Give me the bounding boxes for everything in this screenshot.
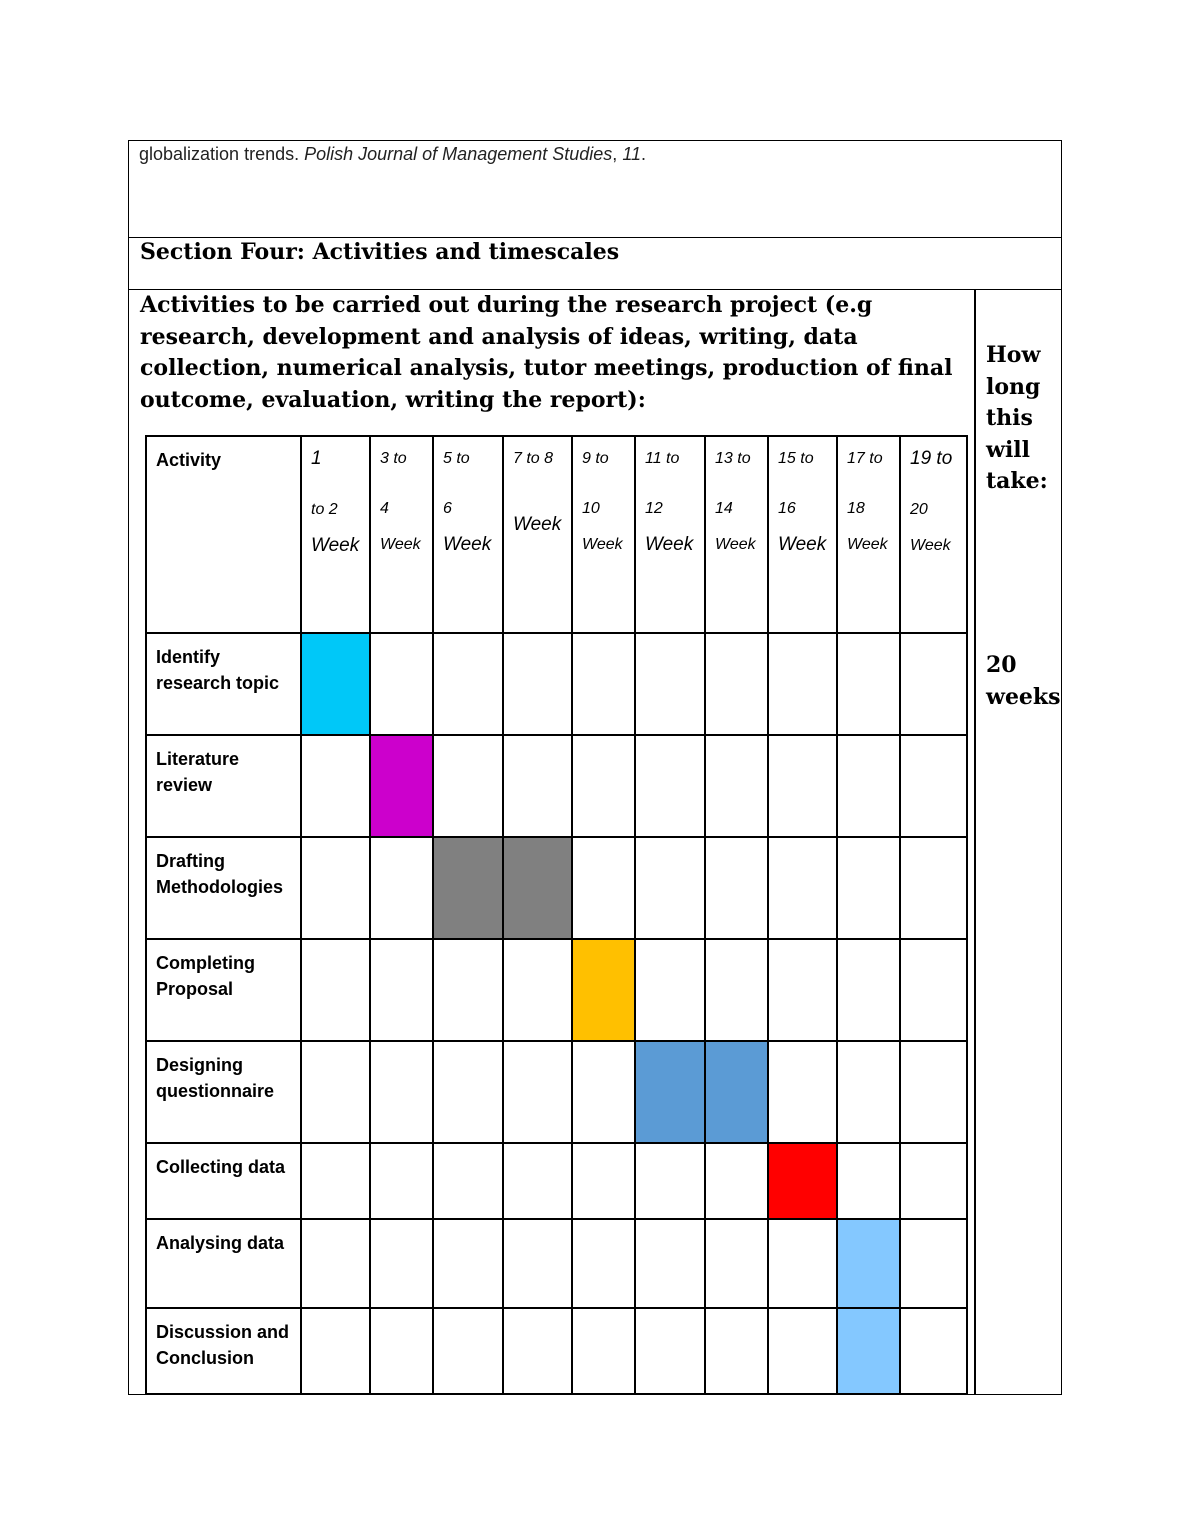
week-range-end: 12 [645, 500, 663, 517]
week-range-end: 16 [778, 500, 796, 517]
reference-cell [128, 140, 1062, 238]
week-label: Week [778, 534, 827, 555]
header-week-3 [433, 436, 503, 633]
header-week-5 [572, 436, 635, 633]
week-range-end: 14 [715, 500, 733, 517]
gantt-bar-cell [301, 633, 370, 735]
gantt-bar-cell [433, 837, 503, 939]
gantt-empty-cell [370, 837, 433, 939]
gantt-empty-cell [900, 939, 967, 1041]
reference-prefix: globalization trends. [139, 144, 305, 164]
week-label: Week [513, 514, 562, 535]
gantt-empty-cell [635, 837, 705, 939]
gantt-empty-cell [900, 1308, 967, 1394]
gantt-empty-cell [370, 939, 433, 1041]
gantt-row [146, 633, 967, 735]
header-week-8 [768, 436, 837, 633]
week-label: Week [910, 537, 951, 554]
activity-label: Collecting data [146, 1143, 301, 1219]
gantt-bar-cell [370, 735, 433, 837]
week-range-start: 17 to [847, 450, 883, 467]
gantt-empty-cell [433, 1308, 503, 1394]
gantt-empty-cell [768, 1219, 837, 1308]
activity-label: Designing questionnaire [146, 1041, 301, 1143]
week-range-start: 11 to [645, 450, 680, 467]
gantt-empty-cell [705, 1308, 768, 1394]
gantt-empty-cell [301, 1308, 370, 1394]
duration-answer: 20 weeks [986, 652, 1061, 710]
gantt-empty-cell [301, 939, 370, 1041]
gantt-empty-cell [301, 837, 370, 939]
gantt-empty-cell [768, 1041, 837, 1143]
gantt-empty-cell [572, 1308, 635, 1394]
week-range-start: 5 to [443, 450, 470, 467]
gantt-empty-cell [635, 633, 705, 735]
gantt-empty-cell [705, 939, 768, 1041]
week-label: Week [582, 536, 623, 553]
week-range-start: 1 [311, 448, 322, 469]
gantt-empty-cell [837, 1143, 900, 1219]
week-range-end: 20 [910, 501, 928, 518]
reference-text [139, 144, 646, 165]
gantt-empty-cell [837, 633, 900, 735]
gantt-empty-cell [705, 735, 768, 837]
week-range-start: 15 to [778, 450, 814, 467]
activity-label: Drafting Methodologies [146, 837, 301, 939]
gantt-empty-cell [503, 1041, 572, 1143]
activity-label: Discussion and Conclusion [146, 1308, 301, 1394]
section-title-cell [128, 237, 1062, 290]
gantt-row [146, 1143, 967, 1219]
gantt-empty-cell [370, 1219, 433, 1308]
week-label: Week [311, 535, 360, 556]
gantt-bar-cell [705, 1041, 768, 1143]
gantt-empty-cell [503, 1219, 572, 1308]
gantt-empty-cell [370, 1308, 433, 1394]
gantt-empty-cell [635, 1308, 705, 1394]
gantt-empty-cell [837, 735, 900, 837]
gantt-empty-cell [635, 1219, 705, 1308]
week-label: Week [715, 536, 756, 553]
header-activity: Activity [146, 436, 301, 633]
gantt-empty-cell [705, 633, 768, 735]
gantt-bar-cell [503, 837, 572, 939]
gantt-row [146, 837, 967, 939]
gantt-empty-cell [503, 1308, 572, 1394]
gantt-empty-cell [572, 633, 635, 735]
gantt-empty-cell [370, 633, 433, 735]
gantt-empty-cell [433, 1219, 503, 1308]
gantt-row [146, 1041, 967, 1143]
gantt-empty-cell [837, 939, 900, 1041]
gantt-empty-cell [503, 1143, 572, 1219]
gantt-empty-cell [572, 735, 635, 837]
gantt-empty-cell [705, 1143, 768, 1219]
gantt-empty-cell [705, 837, 768, 939]
gantt-row [146, 1219, 967, 1308]
header-week-2 [370, 436, 433, 633]
gantt-empty-cell [301, 1143, 370, 1219]
header-week-4 [503, 436, 572, 633]
gantt-empty-cell [572, 1219, 635, 1308]
duration-question: How long this will take: [986, 342, 1048, 494]
gantt-empty-cell [572, 1143, 635, 1219]
gantt-empty-cell [768, 837, 837, 939]
week-range-end: 18 [847, 500, 865, 517]
activities-intro: Activities to be carried out during the research project (e.g research, development and analysis of ideas, writing, data collection, numerical analysis, tutor meetings, production of final outcome, evaluation, writing the report): [140, 292, 953, 413]
header-week-9 [837, 436, 900, 633]
gantt-empty-cell [433, 1143, 503, 1219]
gantt-bar-cell [572, 939, 635, 1041]
gantt-empty-cell [433, 1041, 503, 1143]
gantt-empty-cell [301, 1041, 370, 1143]
week-label: Week [645, 534, 694, 555]
week-range-start: 19 to [910, 448, 953, 469]
gantt-bar-cell [837, 1219, 900, 1308]
activity-label: Identify research topic [146, 633, 301, 735]
week-range-end: 10 [582, 500, 600, 517]
reference-end: . [641, 144, 647, 164]
gantt-empty-cell [900, 1143, 967, 1219]
gantt-bar-cell [635, 1041, 705, 1143]
header-week-6 [635, 436, 705, 633]
gantt-empty-cell [635, 939, 705, 1041]
activity-label: Literature review [146, 735, 301, 837]
gantt-bar-cell [837, 1308, 900, 1394]
gantt-empty-cell [900, 837, 967, 939]
week-range-end: 6 [443, 500, 452, 517]
activity-label: Completing Proposal [146, 939, 301, 1041]
gantt-empty-cell [503, 633, 572, 735]
gantt-row [146, 1308, 967, 1394]
section-title: Section Four: Activities and timescales [140, 239, 620, 265]
header-week-7 [705, 436, 768, 633]
gantt-empty-cell [635, 735, 705, 837]
gantt-empty-cell [301, 735, 370, 837]
gantt-empty-cell [433, 633, 503, 735]
gantt-row [146, 735, 967, 837]
reference-journal: Polish Journal of Management Studies [304, 144, 613, 164]
reference-volume: 11 [622, 144, 641, 164]
week-range-start: 3 to [380, 450, 407, 467]
gantt-empty-cell [370, 1143, 433, 1219]
activity-label: Analysing data [146, 1219, 301, 1308]
gantt-empty-cell [900, 1041, 967, 1143]
week-label: Week [380, 536, 421, 553]
gantt-empty-cell [837, 1041, 900, 1143]
gantt-empty-cell [768, 1308, 837, 1394]
gantt-empty-cell [370, 1041, 433, 1143]
gantt-empty-cell [837, 837, 900, 939]
week-range-end: 4 [380, 500, 389, 517]
week-range-end: to 2 [311, 501, 338, 518]
gantt-table [145, 435, 968, 1395]
week-range-start: 13 to [715, 450, 751, 467]
gantt-empty-cell [768, 735, 837, 837]
week-range-start: 7 to 8 [513, 450, 554, 467]
gantt-empty-cell [900, 633, 967, 735]
gantt-empty-cell [900, 1219, 967, 1308]
gantt-empty-cell [900, 735, 967, 837]
gantt-empty-cell [433, 939, 503, 1041]
header-week-1 [301, 436, 370, 633]
gantt-empty-cell [503, 939, 572, 1041]
gantt-empty-cell [572, 837, 635, 939]
gantt-header-row [146, 436, 967, 633]
week-label: Week [847, 536, 888, 553]
duration-cell [974, 289, 1062, 1395]
gantt-empty-cell [768, 633, 837, 735]
gantt-empty-cell [433, 735, 503, 837]
gantt-row [146, 939, 967, 1041]
week-label: Week [443, 534, 492, 555]
week-range-start: 9 to [582, 450, 609, 467]
header-week-10 [900, 436, 967, 633]
gantt-empty-cell [635, 1143, 705, 1219]
gantt-empty-cell [503, 735, 572, 837]
gantt-bar-cell [768, 1143, 837, 1219]
gantt-empty-cell [768, 939, 837, 1041]
gantt-empty-cell [705, 1219, 768, 1308]
gantt-empty-cell [572, 1041, 635, 1143]
gantt-empty-cell [301, 1219, 370, 1308]
reference-separator: , [612, 144, 623, 164]
